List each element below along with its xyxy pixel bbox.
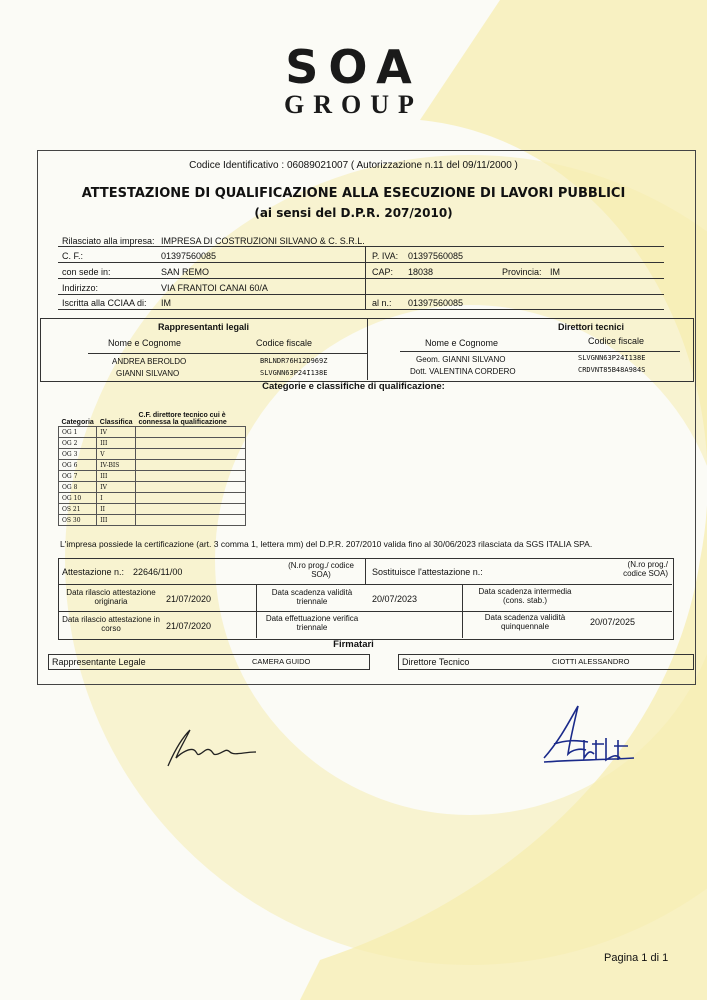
sede-label: con sede in: [62,267,111,277]
dir-col-nome: Nome e Cognome [425,338,499,348]
table-row [59,449,246,460]
cf-label: C. F.: [62,251,84,261]
piva-label: P. IVA: [372,251,399,261]
rilascio-corso-label: Data rilascio attestazione in corso [62,615,160,633]
cat-cell: OS 30 [59,515,97,526]
cf-cell [135,460,245,471]
brand-logo: SOA [285,40,422,94]
divider [58,309,664,310]
firma-rapp-value: CAMERA GUIDO [252,657,311,666]
dir-col-cf: Codice fiscale [588,336,645,346]
rapp-row-1-cf: BRLNDR76H12D969Z [260,357,328,365]
divider [400,351,680,352]
rapp-col-nome: Nome e Cognome [108,338,182,348]
divider [365,246,366,309]
cf-cell [135,471,245,482]
class-cell: IV [97,482,136,493]
direttori-title: Direttori tecnici [557,322,624,332]
rilascio-orig-label: Data rilascio attestazione originaria [66,588,156,606]
table-row [59,482,246,493]
cf-cell [135,504,245,515]
cap-value: 18038 [408,267,434,277]
col-categoria: Categoria [61,419,94,426]
cf-cell [135,438,245,449]
rappresentanti-title: Rappresentanti legali [157,322,250,332]
cat-cell: OG 10 [59,493,97,504]
class-cell: III [97,438,136,449]
divider [462,584,463,638]
table-row [59,515,246,526]
class-cell: IV-BIS [97,460,136,471]
provincia-label: Provincia: [502,267,542,277]
cat-cell: OG 7 [59,471,97,482]
table-row [59,438,246,449]
cf-value: 01397560085 [161,251,217,261]
provincia-value: IM [550,267,560,277]
divider [58,262,664,263]
rapp-col-cf: Codice fiscale [256,338,313,348]
rilascio-orig-value: 21/07/2020 [166,594,212,604]
col-classifica: Classifica [99,419,133,426]
rilasciato-label: Rilasciato alla impresa: [62,236,155,246]
rapp-row-1-nome: ANDREA BEROLDO [112,357,187,366]
table-row [59,427,246,438]
divider [88,353,368,354]
aln-label: al n.: [372,298,392,308]
signature-direttore [540,700,640,770]
attestazione-n-value: 22646/11/00 [133,567,183,577]
class-cell: V [97,449,136,460]
divider [58,294,664,295]
certificazione-text: L'impresa possiede la certificazione (art. 3 comma 1, lettera mm) del D.P.R. 207/2010 valida fino al 30/06/2023 rilasciata da SGS ITALIA SPA. [60,539,593,549]
cat-cell: OG 3 [59,449,97,460]
indirizzo-value: VIA FRANTOI CANAI 60/A [161,283,268,293]
dir-row-2-cf: CRDVNT85B48A984S [578,366,646,374]
prog-label-2: (N.ro prog./ codice SOA) [623,560,668,578]
prog-label: (N.ro prog./ codice SOA) [288,561,354,579]
page-number: Pagina 1 di 1 [604,952,669,964]
table-row [59,493,246,504]
firma-dir-label: Direttore Tecnico [402,657,470,667]
document-title: ATTESTAZIONE DI QUALIFICAZIONE ALLA ESECUZIONE DI LAVORI PUBBLICI [81,186,626,201]
scad-trien-value: 20/07/2023 [372,594,418,604]
categorie-table [58,412,246,526]
scad-interm-label: Data scadenza intermedia (cons. stab.) [478,587,572,605]
divider [58,584,672,585]
col-cf-direttore: C.F. direttore tecnico cui è connessa la qualificazione [138,412,227,426]
table-row [59,460,246,471]
class-cell: IV [97,427,136,438]
cat-cell: OG 2 [59,438,97,449]
class-cell: III [97,471,136,482]
divider [365,558,366,584]
cf-cell [135,427,245,438]
indirizzo-label: Indirizzo: [62,283,99,293]
verifica-label: Data effettuazione verifica triennale [265,614,359,632]
categorie-title: Categorie e classifiche di qualificazione: [262,381,445,392]
firma-dir-value: CIOTTI ALESSANDRO [552,657,630,666]
divider [58,278,664,279]
cap-label: CAP: [372,267,394,277]
rilasciato-value: IMPRESA DI COSTRUZIONI SILVANO & C. S.R.L. [161,236,365,246]
cat-cell: OG 8 [59,482,97,493]
sostituisce-label: Sostituisce l'attestazione n.: [372,567,483,577]
cf-cell [135,493,245,504]
cciaa-value: IM [161,298,171,308]
divider [256,584,257,638]
signature-rappresentante [160,722,270,772]
aln-value: 01397560085 [408,298,464,308]
dir-row-1-nome: Geom. GIANNI SILVANO [416,355,506,364]
piva-value: 01397560085 [408,251,464,261]
class-cell: III [97,515,136,526]
dir-row-2-nome: Dott. VALENTINA CORDERO [410,367,516,376]
brand-subtitle: GROUP [284,90,423,119]
rapp-row-2-cf: SLVGNN63P24I138E [260,369,328,377]
sede-value: SAN REMO [161,267,210,277]
cat-cell: OS 21 [59,504,97,515]
rapp-row-2-nome: GIANNI SILVANO [116,369,180,378]
cf-cell [135,515,245,526]
divider [58,246,664,247]
cf-cell [135,482,245,493]
cat-cell: OG 1 [59,427,97,438]
dir-row-1-cf: SLVGNN63P24I138E [578,354,646,362]
document-subtitle: (ai sensi del D.P.R. 207/2010) [254,206,453,220]
table-row [59,504,246,515]
rilascio-corso-value: 21/07/2020 [166,621,212,631]
codice-identificativo: Codice Identificativo : 06089021007 ( Autorizzazione n.11 del 09/11/2000 ) [189,160,518,171]
class-cell: II [97,504,136,515]
scad-quinq-value: 20/07/2025 [590,617,636,627]
scad-trien-label: Data scadenza validità triennale [271,588,353,606]
attestazione-n-label: Attestazione n.: [62,567,125,577]
scad-quinq-label: Data scadenza validità quinquennale [484,613,566,631]
table-row [59,471,246,482]
divider [58,611,672,612]
cciaa-label: Iscritta alla CCIAA di: [62,298,147,308]
cat-cell: OG 6 [59,460,97,471]
cf-cell [135,449,245,460]
class-cell: I [97,493,136,504]
firmatari-title: Firmatari [333,639,374,650]
firma-rapp-label: Rappresentante Legale [52,657,146,667]
